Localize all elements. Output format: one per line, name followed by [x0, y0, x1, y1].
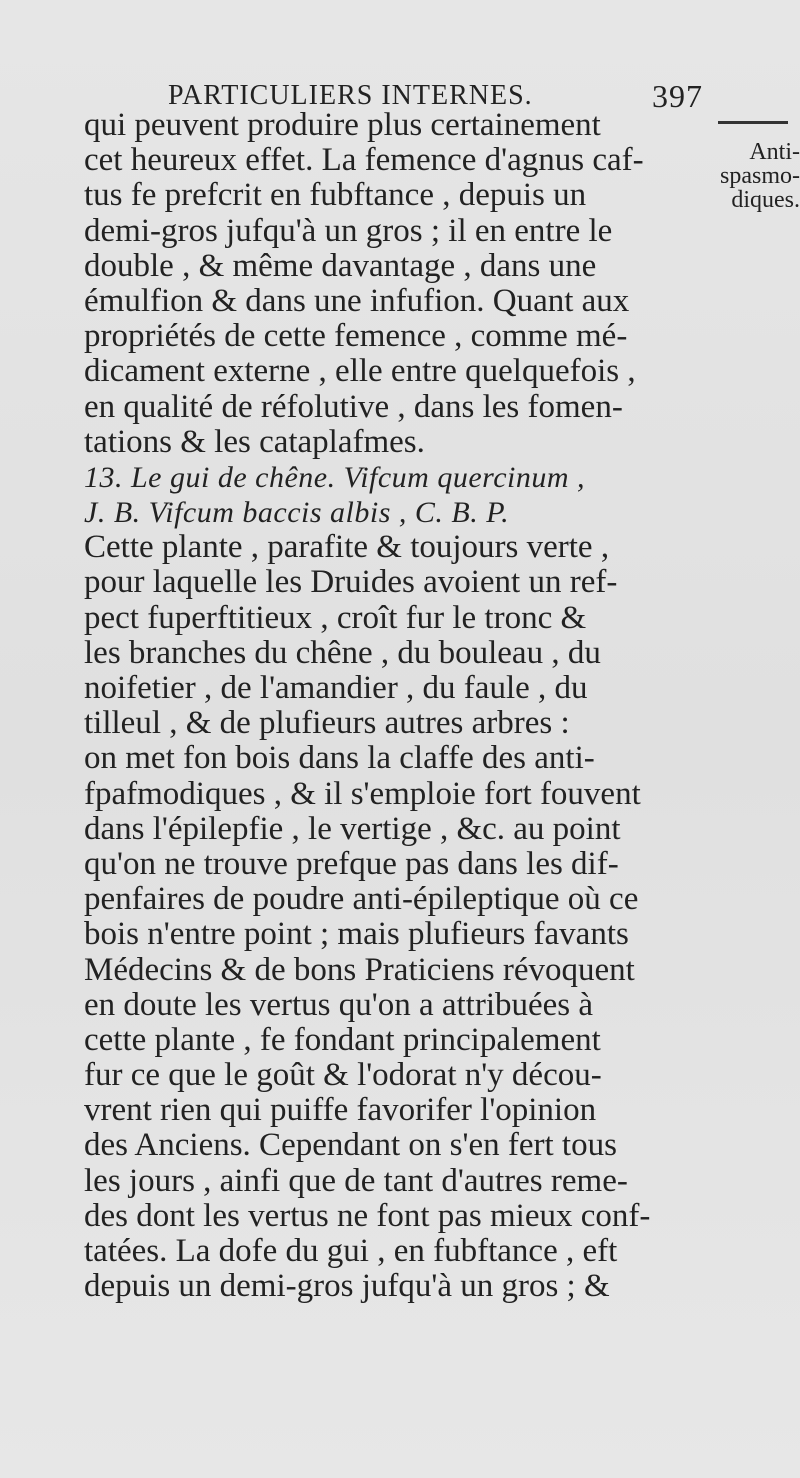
text-line: Médecins & de bons Praticiens révoquent: [84, 952, 635, 988]
text-line: pour laquelle les Druides avoient un ref-: [84, 565, 618, 601]
text-line: double , & même davantage , dans une: [84, 248, 597, 284]
text-line: vrent rien qui puiffe favorifer l'opinion: [84, 1093, 597, 1129]
text-line: dicament externe , elle entre quelquefois ,: [84, 354, 636, 390]
text-line: qui peuvent produire plus certainement: [84, 108, 601, 143]
text-line: dans l'épilepfie , le vertige , &c. au point: [84, 811, 621, 847]
text-line: émulfion & dans une infufion. Quant aux: [84, 283, 630, 319]
running-title: PARTICULIERS INTERNES.: [168, 80, 533, 111]
text-line: tus fe prefcrit en fubftance , depuis un: [84, 178, 587, 214]
text-line: Cette plante , parafite & toujours verte ,: [84, 530, 610, 566]
text-line: cette plante , fe fondant principalement: [84, 1022, 601, 1058]
text-line: noifetier , de l'amandier , du faule , du: [84, 671, 588, 706]
text-line: en qualité de réfolutive , dans les fomen-: [84, 389, 623, 425]
text-line: cet heureux effet. La femence d'agnus caf-: [84, 143, 644, 179]
text-line: depuis un demi-gros jufqu'à un gros ; &: [84, 1269, 610, 1305]
text-line: penfaires de poudre anti-épileptique où ce: [84, 882, 639, 918]
page-number: 397: [652, 78, 703, 114]
text-line: en doute les vertus qu'on a attribuées à: [84, 987, 594, 1023]
text-line: on met fon bois dans la claffe des anti-: [84, 741, 595, 777]
text-line: fur ce que le goût & l'odorat n'y décou-: [84, 1058, 602, 1094]
text-line: fpafmodiques , & il s'emploie fort fouvent: [84, 776, 641, 812]
text-line: demi-gros jufqu'à un gros ; il en entre le: [84, 213, 613, 249]
text-line: qu'on ne trouve prefque pas dans les dif-: [84, 846, 619, 882]
text-line: bois n'entre point ; mais plufieurs favants: [84, 917, 629, 953]
margin-note: [718, 140, 800, 212]
margin-note-line: spasmo-: [720, 163, 800, 189]
margin-rule: [718, 121, 788, 124]
text-line: les jours , ainfi que de tant d'autres reme-: [84, 1163, 628, 1199]
section-title-line: J. B. Vifcum baccis albis , C. B. P.: [84, 496, 510, 530]
text-line: des Anciens. Cependant on s'en fert tous: [84, 1128, 617, 1164]
text-line: tations & les cataplafmes.: [84, 424, 425, 460]
main-text-block: [84, 108, 699, 1304]
margin-note-line: Anti-: [749, 139, 800, 165]
text-line: tatées. La dofe du gui , en fubftance , eft: [84, 1234, 618, 1269]
text-line: les branches du chêne , du bouleau , du: [84, 635, 601, 671]
text-line: propriétés de cette femence , comme mé-: [84, 319, 628, 355]
text-line: des dont les vertus ne font pas mieux conf-: [84, 1198, 651, 1234]
text-line: tilleul , & de plufieurs autres arbres :: [84, 706, 570, 742]
section-title-line: 13. Le gui de chêne. Vifcum quercinum ,: [84, 460, 586, 494]
margin-note-line: diques.: [731, 187, 800, 213]
text-line: pect fuperftitieux , croît fur le tronc &: [84, 600, 587, 636]
